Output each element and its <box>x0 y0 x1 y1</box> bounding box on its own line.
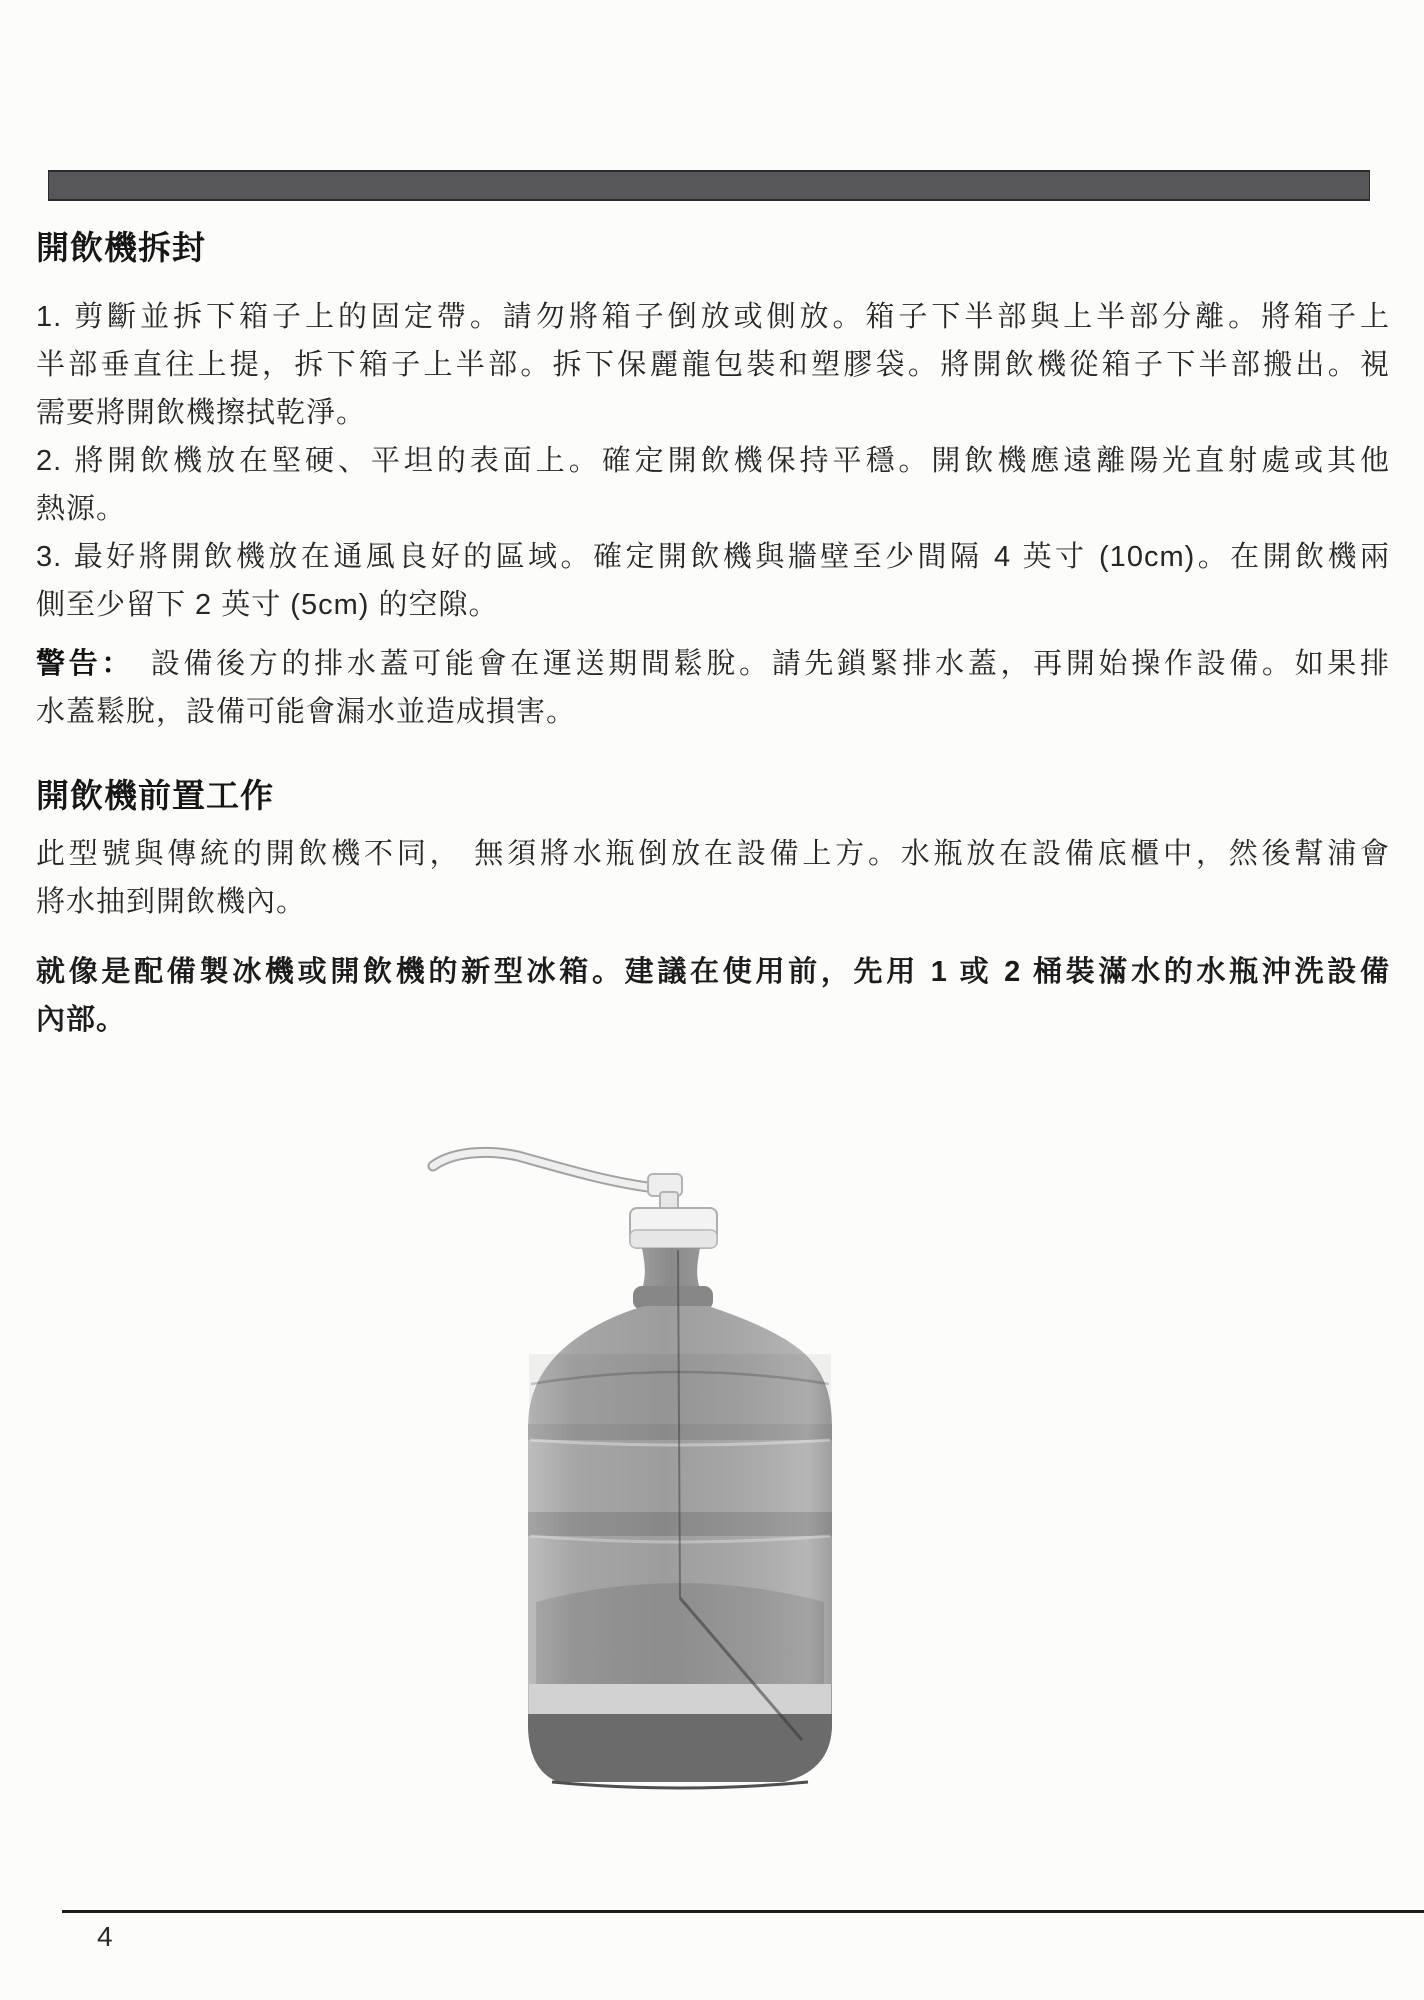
water-bottle-figure <box>390 1128 880 1812</box>
instruction-item-3 <box>36 533 1390 629</box>
text-line: 需要將開飲機擦拭乾淨。 <box>36 397 367 429</box>
text-line: 熱源。 <box>36 493 127 525</box>
page-number: 4 <box>97 1921 113 1952</box>
instruction-item-2 <box>36 437 1390 533</box>
base-bottom-edge <box>552 1782 808 1788</box>
text-line <box>36 640 1390 688</box>
instruction-item-1 <box>36 293 1390 437</box>
text-line: 水蓋鬆脫，設備可能會漏水並造成損害。 <box>36 696 577 728</box>
text-line: 內部。 <box>36 1004 127 1036</box>
warning-colon: ： <box>101 648 135 680</box>
text-line: 就像是配備製冰機或開飲機的新型冰箱。建議在使用前，先用 1 或 2 桶裝滿水的水瓶沖洗設備 <box>36 956 1390 988</box>
water-bottle-illustration <box>390 1128 880 1812</box>
text-line: 側至少留下 2 英寸 (5cm) 的空隙。 <box>36 589 499 621</box>
text-line: 3. 最好將開飲機放在通風良好的區域。確定開飲機與牆壁至少間隔 4 英寸 (10cm)。在開飲機兩 <box>36 541 1390 573</box>
bottle-neck <box>640 1248 702 1292</box>
text-line: 1. 剪斷並拆下箱子上的固定帶。請勿將箱子倒放或側放。箱子下半部與上半部分離。將箱子上 <box>36 301 1390 333</box>
text-line: 半部垂直往上提，拆下箱子上半部。拆下保麗龍包裝和塑膠袋。將開飲機從箱子下半部搬出。視 <box>36 349 1390 381</box>
text-line: 2. 將開飲機放在堅硬、平坦的表面上。確定開飲機保持平穩。開飲機應遠離陽光直射處或其他 <box>36 445 1390 477</box>
bottle-cap-rim <box>630 1230 717 1248</box>
warning-paragraph <box>36 640 1390 736</box>
bottom-light-band <box>529 1684 831 1714</box>
warning-text: 設備後方的排水蓋可能會在運送期間鬆脫。請先鎖緊排水蓋，再開始操作設備。如果排 <box>148 648 1390 680</box>
setup-bold-note <box>36 948 1390 1044</box>
bottle-base <box>528 1714 832 1782</box>
body-shading <box>529 1354 831 1424</box>
top-divider-bar <box>48 170 1370 201</box>
text-line: 將水抽到開飲機內。 <box>36 886 307 918</box>
section-heading-unpack: 開飲機拆封 <box>36 229 206 266</box>
footer-rule <box>62 1910 1424 1913</box>
section-heading-setup: 開飲機前置工作 <box>36 777 274 814</box>
warning-label: 警告 <box>36 648 102 680</box>
setup-paragraph <box>36 830 1390 926</box>
text-line: 此型號與傳統的開飲機不同， 無須將水瓶倒放在設備上方。水瓶放在設備底櫃中，然後幫浦會 <box>36 838 1390 870</box>
